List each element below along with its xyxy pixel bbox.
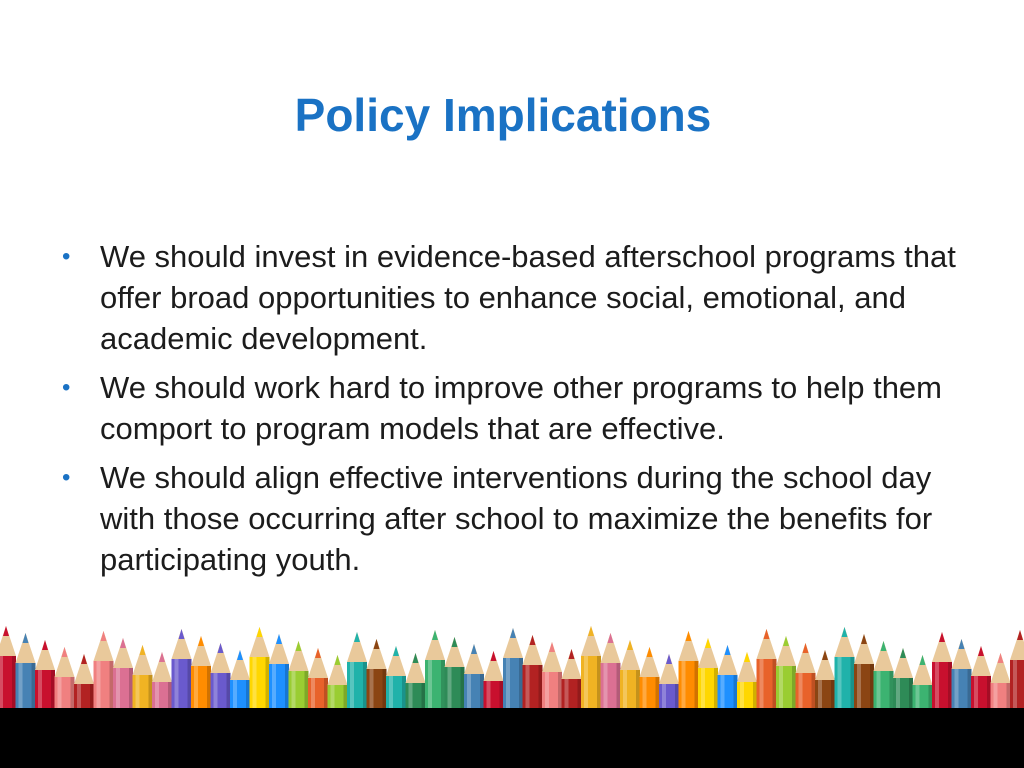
- pencil-icon: [932, 632, 952, 710]
- bullet-text: We should align effective interventions during the school day with those occurring after school to maximize the benefits for participating youth.: [100, 460, 933, 577]
- pencil-icon: [308, 648, 328, 710]
- pencil-icon: [347, 632, 367, 710]
- pencil-icon: [796, 643, 816, 710]
- bullet-marker-icon: •: [62, 464, 71, 491]
- bullet-item: [58, 457, 978, 580]
- pencil-icon: [542, 642, 562, 710]
- pencil-icon: [718, 645, 738, 710]
- pencil-icon: [484, 651, 504, 710]
- bottom-bar: [0, 708, 1024, 768]
- pencil-icon: [971, 646, 991, 710]
- pencil-icon: [737, 652, 757, 710]
- pencil-icon: [893, 648, 913, 710]
- pencil-icon: [874, 641, 894, 710]
- bullet-text: We should invest in evidence-based afterschool programs that offer broad opportunities to enhance social, emotional, and academic development.: [100, 239, 956, 356]
- pencil-icon: [659, 654, 679, 710]
- pencil-icon: [55, 647, 75, 710]
- pencil-icon: [0, 626, 16, 710]
- pencil-icon: [991, 653, 1011, 710]
- pencil-icon: [445, 637, 465, 710]
- colored-pencils-icon: [0, 618, 1024, 710]
- pencil-icon: [35, 640, 55, 710]
- pencil-icon: [1010, 630, 1024, 710]
- pencil-icon: [406, 653, 426, 710]
- pencil-icon: [367, 639, 387, 710]
- pencil-icon: [74, 654, 94, 710]
- pencil-icon: [16, 633, 36, 710]
- pencil-icon: [328, 655, 348, 710]
- slide-title: Policy Implications: [294, 89, 712, 141]
- pencil-icon: [250, 627, 270, 710]
- pencil-icon: [172, 629, 192, 710]
- pencil-icon: [230, 650, 250, 710]
- pencil-icon: [133, 645, 153, 710]
- pencil-icon: [815, 650, 835, 710]
- pencil-icon: [289, 641, 309, 710]
- pencil-icon: [835, 627, 855, 710]
- pencil-icon: [464, 644, 484, 710]
- pencil-icon: [854, 634, 874, 710]
- pencil-icon: [640, 647, 660, 710]
- pencil-icon: [211, 643, 231, 710]
- pencil-icon: [425, 630, 445, 710]
- bullet-marker-icon: •: [62, 374, 71, 401]
- pencil-icon: [913, 655, 933, 710]
- pencil-icon: [269, 634, 289, 710]
- pencil-icon: [679, 631, 699, 710]
- pencil-icon: [952, 639, 972, 710]
- bullet-text: We should work hard to improve other programs to help them comport to program models that are effective.: [100, 370, 942, 446]
- pencil-icon: [601, 633, 621, 710]
- bullet-item: [58, 236, 978, 359]
- bullet-list: [58, 236, 978, 588]
- pencil-icon: [386, 646, 406, 710]
- pencil-icon: [562, 649, 582, 710]
- bullet-marker-icon: •: [62, 243, 71, 270]
- pencil-icon: [94, 631, 114, 710]
- pencil-icon: [152, 652, 172, 710]
- pencil-icon: [581, 626, 601, 710]
- pencil-icon: [191, 636, 211, 710]
- pencil-icon: [503, 628, 523, 710]
- pencil-icon: [113, 638, 133, 710]
- pencil-icon: [698, 638, 718, 710]
- bullet-item: [58, 367, 978, 449]
- pencil-icon: [776, 636, 796, 710]
- pencil-icon: [523, 635, 543, 710]
- pencil-icon: [757, 629, 777, 710]
- pencil-icon: [620, 640, 640, 710]
